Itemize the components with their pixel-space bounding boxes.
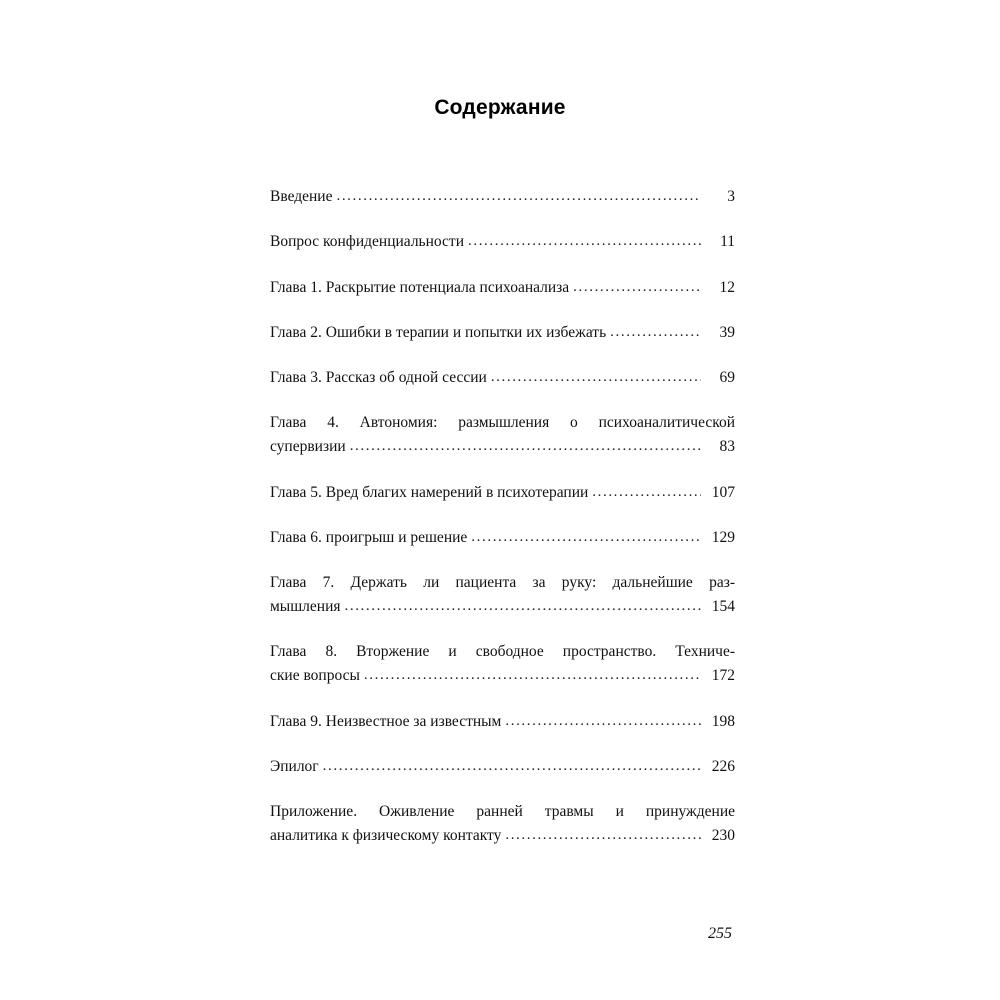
toc-entry-page: 69: [719, 369, 735, 386]
toc-entry-page: 198: [711, 712, 735, 730]
page-folio: [0, 925, 1000, 943]
toc-entry[interactable]: [270, 755, 735, 779]
toc-entry[interactable]: [270, 526, 735, 550]
toc-leader-dots: [336, 185, 701, 208]
toc-entry[interactable]: [270, 366, 735, 390]
toc-entry-label-cont: аналитика к физическому контакту: [270, 827, 502, 845]
toc-entry-page: 83: [719, 438, 735, 456]
toc-leader-dots: [610, 321, 701, 344]
toc-entry[interactable]: [270, 710, 735, 734]
toc-leader-dots: [491, 366, 701, 389]
toc-leader-dots: [468, 230, 701, 253]
table-of-contents: [270, 185, 735, 869]
page-title: Содержание: [434, 96, 566, 119]
toc-entry-label: Глава 4. Автономия: размышления о психоаналитической: [270, 414, 735, 432]
toc-entry-label: Глава 9. Неизвестное за известным: [270, 712, 502, 730]
toc-entry[interactable]: [270, 800, 735, 848]
toc-leader-dots: [364, 664, 701, 687]
toc-entry[interactable]: [270, 640, 735, 688]
toc-entry-page: 172: [711, 667, 735, 685]
toc-entry[interactable]: [270, 571, 735, 619]
toc-entry[interactable]: [270, 276, 735, 300]
toc-entry-label: Приложение. Оживление ранней травмы и принуждение: [270, 803, 735, 821]
toc-leader-dots: [505, 710, 701, 733]
toc-leader-dots: [592, 481, 701, 504]
toc-leader-dots: [471, 526, 701, 549]
toc-entry-label: Глава 5. Вред благих намерений в психотерапии: [270, 483, 589, 501]
page-folio-number: 255: [708, 925, 732, 942]
toc-entry-label: Вопрос конфиденциальности: [270, 233, 464, 251]
toc-entry-label-cont: супервизии: [270, 438, 346, 456]
toc-entry[interactable]: [270, 185, 735, 209]
toc-entry-label: Глава 6. проигрыш и решение: [270, 528, 468, 546]
toc-entry-label-cont: мышления: [270, 598, 341, 616]
toc-leader-dots: [350, 435, 701, 458]
toc-entry-page: 129: [711, 528, 735, 546]
toc-entry-label: Глава 1. Раскрытие потенциала психоанализа: [270, 278, 570, 296]
toc-entry[interactable]: [270, 411, 735, 459]
toc-entry-label: Глава 2. Ошибки в терапии и попытки их избежать: [270, 323, 607, 341]
toc-leader-dots: [345, 595, 702, 618]
toc-entry-page: 154: [711, 598, 735, 616]
toc-entry-page: 12: [719, 278, 735, 296]
toc-entry-label: Глава 8. Вторжение и свободное пространство. Техниче-: [270, 643, 735, 661]
toc-entry[interactable]: [270, 230, 735, 254]
toc-entry-page: 3: [727, 188, 735, 205]
toc-entry-page: 107: [711, 483, 735, 501]
toc-entry-label-cont: ские вопросы: [270, 667, 360, 685]
toc-leader-dots: [323, 755, 701, 778]
toc-entry[interactable]: [270, 321, 735, 345]
toc-leader-dots: [505, 824, 701, 847]
toc-entry-page: 11: [720, 233, 735, 251]
toc-leader-dots: [573, 276, 701, 299]
toc-entry-page: 230: [711, 827, 735, 845]
toc-entry-page: 226: [711, 757, 735, 775]
toc-entry-label: Глава 3. Рассказ об одной сессии: [270, 369, 487, 386]
toc-entry-label: Введение: [270, 188, 333, 205]
toc-entry-label: Эпилог: [270, 757, 319, 775]
toc-entry-label: Глава 7. Держать ли пациента за руку: дальнейшие раз-: [270, 574, 735, 592]
toc-entry-page: 39: [719, 323, 735, 341]
toc-entry[interactable]: [270, 481, 735, 505]
